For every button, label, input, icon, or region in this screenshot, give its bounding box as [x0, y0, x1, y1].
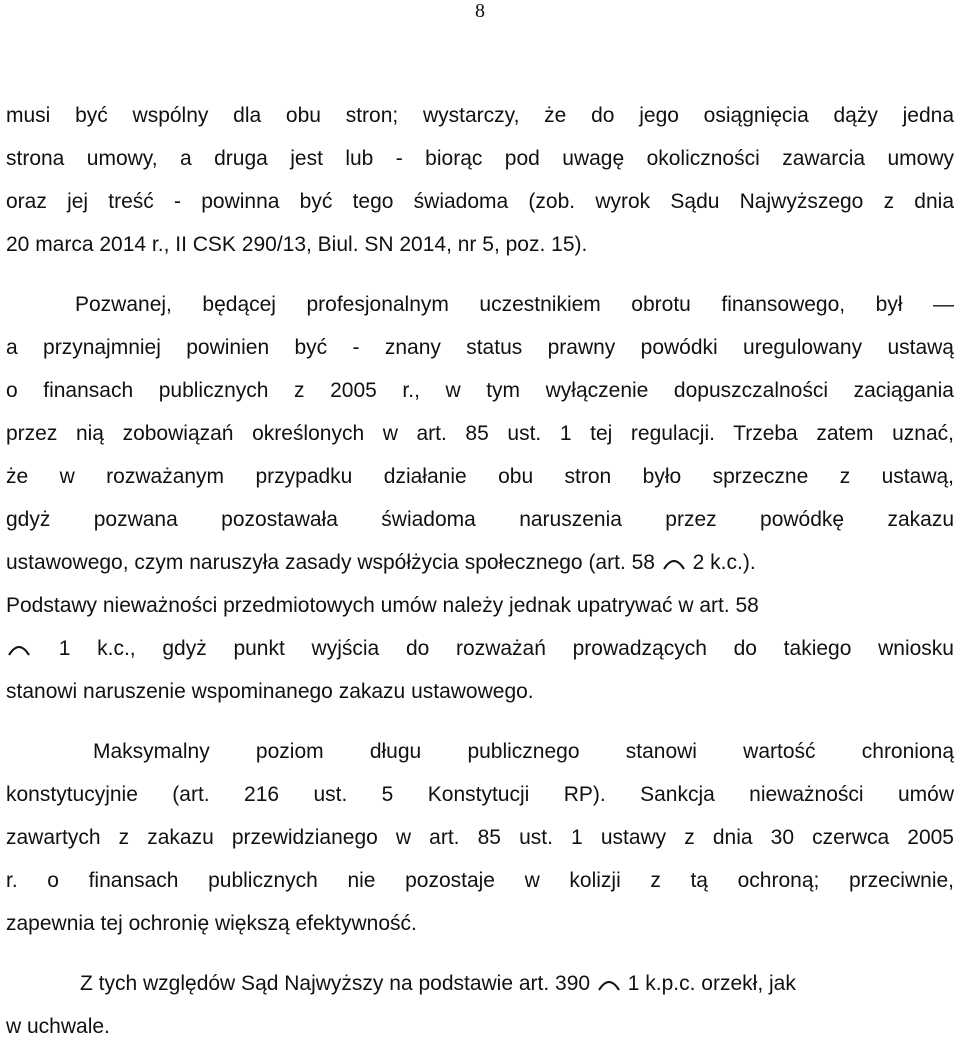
paragraph-first-line: Pozwanej, będącej profesjonalnym uczestnikiem obrotu finansowego, był —: [75, 293, 954, 316]
text-line: konstytucyjnie (art. 216 ust. 5 Konstytucji RP). Sankcja nieważności umów: [6, 783, 954, 806]
page-number: 8: [475, 0, 485, 22]
text-line: w uchwale.: [6, 1015, 110, 1038]
text-line: stanowi naruszenie wspominanego zakazu ustawowego.: [6, 680, 534, 703]
text-segment: ustawowego, czym naruszyła zasady współżycia społecznego (art. 58: [6, 551, 655, 574]
text-line: zawartych z zakazu przewidzianego w art. 85 ust. 1 ustawy z dnia 30 czerwca 2005: [6, 826, 954, 849]
section-sign-icon: [596, 974, 622, 996]
text-line: Podstawy nieważności przedmiotowych umów należy jednak upatrywać w art. 58: [6, 594, 759, 617]
text-line: gdyż pozwana pozostawała świadoma naruszenia przez powódkę zakazu: [6, 508, 954, 531]
text-line: musi być wspólny dla obu stron; wystarczy, że do jego osiągnięcia dąży jedna: [6, 104, 954, 127]
text-line: przez nią zobowiązań określonych w art. 85 ust. 1 tej regulacji. Trzeba zatem uznać,: [6, 422, 954, 445]
text-line: o finansach publicznych z 2005 r., w tym wyłączenie dopuszczalności zaciągania: [6, 379, 954, 402]
text-line: a przynajmniej powinien być - znany status prawny powódki uregulowany ustawą: [6, 336, 954, 359]
text-line: że w rozważanym przypadku działanie obu stron było sprzeczne z ustawą,: [6, 465, 954, 488]
text-segment: 1 k.p.c. orzekł, jak: [627, 972, 796, 995]
text-segment: 1 k.c., gdyż punkt wyjścia do rozważań prowadzących do takiego wniosku: [58, 637, 954, 660]
text-segment: Z tych względów Sąd Najwyższy na podstawie art. 390: [80, 972, 591, 995]
text-line: oraz jej treść - powinna być tego świadoma (zob. wyrok Sądu Najwyższego z dnia: [6, 190, 954, 213]
text-line: [6, 548, 954, 578]
text-line: [6, 634, 954, 664]
text-line: 20 marca 2014 r., II CSK 290/13, Biul. SN 2014, nr 5, poz. 15).: [6, 233, 588, 256]
text-segment: 2 k.c.).: [692, 551, 756, 574]
text-line: zapewnia tej ochronię większą efektywność.: [6, 912, 417, 935]
text-line: r. o finansach publicznych nie pozostaje w kolizji z tą ochroną; przeciwnie,: [6, 869, 954, 892]
paragraph-first-line: [80, 969, 954, 999]
section-sign-icon: [661, 553, 687, 575]
section-sign-icon: [6, 639, 32, 661]
text-line: strona umowy, a druga jest lub - biorąc pod uwagę okoliczności zawarcia umowy: [6, 147, 954, 170]
paragraph-first-line: Maksymalny poziom długu publicznego stanowi wartość chronioną: [93, 740, 954, 763]
